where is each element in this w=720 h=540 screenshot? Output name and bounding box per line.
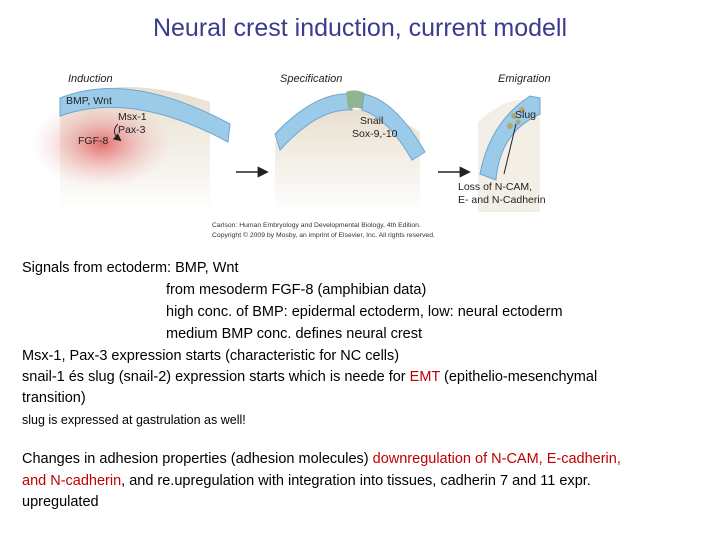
- label-loss-cadherin: E- and N-Cadherin: [458, 194, 546, 206]
- text-line-snail-slug: [22, 367, 597, 388]
- label-snail: Snail: [360, 115, 384, 127]
- migrating-cell: [507, 123, 513, 129]
- text-snail-slug: snail-1 és slug (snail-2) expression starts which is neede for: [22, 369, 410, 385]
- label-fgf8: FGF-8: [78, 135, 109, 147]
- text-emt: EMT: [409, 369, 441, 385]
- text-line-upregulated: upregulated: [22, 494, 99, 510]
- text-line-mesoderm: from mesoderm FGF-8 (amphibian data): [166, 282, 427, 298]
- label-pax3: Pax-3: [118, 124, 146, 136]
- label-bmp-wnt: BMP, Wnt: [66, 95, 112, 107]
- emigration-panel: [458, 73, 551, 212]
- label-msx1: Msx-1: [118, 111, 147, 123]
- text-emt-expansion: (epithelio-mesenchymal: [440, 369, 598, 385]
- label-loss-ncam: Loss of N-CAM,: [458, 181, 533, 193]
- stage-label-emigration: Emigration: [498, 73, 551, 85]
- text-line-adhesion: [22, 449, 621, 470]
- text-line-signals: Signals from ectoderm: BMP, Wnt: [22, 260, 239, 276]
- text-line-msx-pax: Msx-1, Pax-3 expression starts (characteristic for NC cells): [22, 348, 400, 364]
- figure-credit-1: Carlson: Human Embryology and Developmental Biology, 4th Edition.: [212, 222, 421, 229]
- page-title: Neural crest induction, current modell: [152, 14, 568, 42]
- text-reupregulation: , and re.upregulation with integration into tissues, cadherin 7 and 11 expr.: [121, 473, 591, 489]
- text-line-medium-bmp: medium BMP conc. defines neural crest: [166, 326, 423, 342]
- text-ncadherin: and N-cadherin: [22, 473, 122, 489]
- induction-panel: [32, 73, 230, 212]
- text-downregulation: downregulation of N-CAM, E-cadherin,: [372, 451, 621, 467]
- text-line-bmp-conc: high conc. of BMP: epidermal ectoderm, low: neural ectoderm: [166, 304, 563, 320]
- label-sox: Sox-9,-10: [352, 128, 398, 140]
- label-slug: Slug: [514, 109, 536, 121]
- text-line-slug-gastrulation: slug is expressed at gastrulation as well!: [22, 413, 246, 427]
- text-adhesion-changes: Changes in adhesion properties (adhesion molecules): [22, 451, 373, 467]
- text-line-ncadherin: [22, 471, 591, 492]
- specification-panel: [275, 73, 425, 212]
- stage-label-induction: Induction: [68, 73, 113, 85]
- stage-label-specification: Specification: [280, 73, 343, 85]
- text-line-transition: transition): [22, 390, 86, 406]
- figure-credit-2: Copyright © 2009 by Mosby, an imprint of Elsevier, Inc. All rights reserved.: [212, 232, 435, 239]
- neural-crest-diagram: [60, 62, 551, 244]
